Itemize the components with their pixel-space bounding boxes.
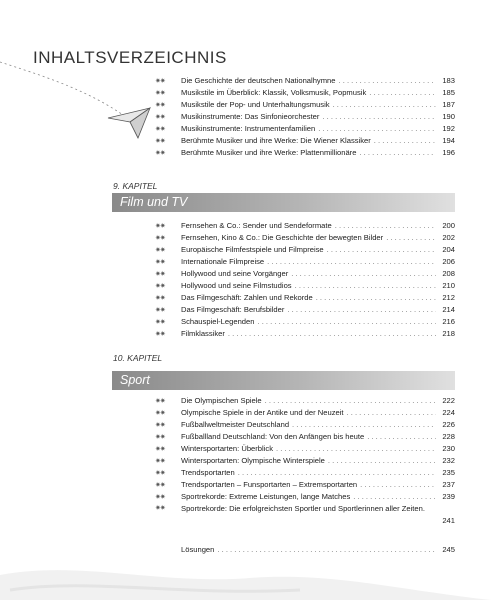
- star-bullet-icon: ✷✷: [155, 295, 165, 302]
- toc-entry-title: Sportrekorde: Die erfolgreichsten Sportler und Sportlerinnen aller Zeiten.: [181, 504, 425, 513]
- toc-entry[interactable]: [155, 135, 455, 147]
- toc-entry-page: 210: [442, 281, 455, 290]
- page-title: INHALTSVERZEICHNIS: [33, 48, 227, 67]
- dashed-flight-path: [0, 62, 130, 120]
- star-bullet-icon: ✷✷: [155, 235, 165, 242]
- paper-plane-icon: [108, 108, 150, 138]
- star-bullet-icon: ✷✷: [155, 114, 165, 121]
- toc-entry[interactable]: [155, 123, 455, 135]
- toc-entry[interactable]: [155, 244, 455, 256]
- toc-entry-title: Sportrekorde: Extreme Leistungen, lange Matches: [181, 492, 351, 501]
- toc-entry-title: Fernsehen, Kino & Co.: Die Geschichte der bewegten Bilder: [181, 233, 384, 242]
- toc-entry[interactable]: [155, 316, 455, 328]
- dot-leader: [386, 232, 436, 244]
- toc-solutions: [155, 544, 455, 556]
- toc-entry-page: 228: [442, 432, 455, 441]
- star-bullet-icon: ✷✷: [155, 422, 165, 429]
- toc-entry-page: 200: [442, 221, 455, 230]
- dot-leader: [347, 407, 436, 419]
- toc-section-sport: [155, 395, 455, 527]
- toc-entry-title: Die Olympischen Spiele: [181, 396, 262, 405]
- toc-entry[interactable]: [155, 503, 455, 527]
- toc-entry-page: 235: [442, 468, 455, 477]
- star-bullet-icon: ✷✷: [155, 223, 165, 230]
- dot-leader: [374, 135, 436, 147]
- chapter-10-title: Sport: [120, 373, 150, 387]
- toc-entry-page: 194: [442, 136, 455, 145]
- star-bullet-icon: ✷✷: [155, 259, 165, 266]
- toc-entry[interactable]: [155, 111, 455, 123]
- toc-entry-page: 216: [442, 317, 455, 326]
- star-bullet-icon: ✷✷: [155, 398, 165, 405]
- toc-entry[interactable]: [155, 256, 455, 268]
- star-bullet-icon: ✷✷: [155, 494, 165, 501]
- star-bullet-icon: ✷✷: [155, 78, 165, 85]
- star-bullet-icon: ✷✷: [155, 446, 165, 453]
- toc-entry-page: 192: [442, 124, 455, 133]
- dot-leader: [367, 431, 436, 443]
- toc-entry-page: 190: [442, 112, 455, 121]
- star-bullet-icon: ✷✷: [155, 283, 165, 290]
- dot-leader: [292, 419, 436, 431]
- star-bullet-icon: ✷✷: [155, 482, 165, 489]
- toc-entry[interactable]: [155, 431, 455, 443]
- toc-entry-title: Trendsportarten: [181, 468, 235, 477]
- dot-leader: [217, 544, 436, 556]
- toc-entry[interactable]: [155, 455, 455, 467]
- toc-entry[interactable]: [155, 467, 455, 479]
- toc-entry[interactable]: [155, 268, 455, 280]
- toc-entry[interactable]: [155, 75, 455, 87]
- toc-entry-title: Das Filmgeschäft: Zahlen und Rekorde: [181, 293, 313, 302]
- star-bullet-icon: ✷✷: [155, 458, 165, 465]
- star-bullet-icon: ✷✷: [155, 271, 165, 278]
- toc-entry-title: Musikinstrumente: Instrumentenfamilien: [181, 124, 316, 133]
- dot-leader: [333, 99, 436, 111]
- dot-leader: [322, 111, 436, 123]
- toc-entry-title: Musikstile der Pop- und Unterhaltungsmusik: [181, 100, 330, 109]
- toc-entry[interactable]: [155, 280, 455, 292]
- toc-entry-page: 214: [442, 305, 455, 314]
- toc-entry[interactable]: [155, 87, 455, 99]
- dot-leader: [291, 268, 436, 280]
- toc-entry-title: Filmklassiker: [181, 329, 225, 338]
- toc-entry-title: Internationale Filmpreise: [181, 257, 265, 266]
- toc-entry[interactable]: [155, 220, 455, 232]
- dot-leader: [228, 328, 436, 340]
- dot-leader: [287, 304, 436, 316]
- star-bullet-icon: ✷✷: [155, 307, 165, 314]
- toc-entry-page: 226: [442, 420, 455, 429]
- dot-leader: [339, 75, 437, 87]
- toc-entry[interactable]: [155, 99, 455, 111]
- toc-entry-page: 196: [442, 148, 455, 157]
- toc-entry-page: 208: [442, 269, 455, 278]
- toc-entry-title: Fußballweltmeister Deutschland: [181, 420, 290, 429]
- toc-entry-title: Berühmte Musiker und ihre Werke: Plattenmillionäre: [181, 148, 357, 157]
- toc-entry-title: Schauspiel-Legenden: [181, 317, 255, 326]
- star-bullet-icon: ✷✷: [155, 410, 165, 417]
- toc-entry[interactable]: [155, 479, 455, 491]
- dot-leader: [316, 292, 436, 304]
- dot-leader: [295, 280, 436, 292]
- dot-leader: [328, 455, 436, 467]
- star-bullet-icon: ✷✷: [155, 247, 165, 254]
- toc-entry-page: 239: [442, 492, 455, 501]
- toc-entry-title: Musikstile im Überblick: Klassik, Volksmusik, Popmusik: [181, 88, 367, 97]
- toc-entry-page: 230: [442, 444, 455, 453]
- toc-entry-title: Hollywood und seine Vorgänger: [181, 269, 289, 278]
- toc-entry-title: Olympische Spiele in der Antike und der Neuzeit: [181, 408, 344, 417]
- toc-entry-page: 245: [442, 545, 455, 554]
- toc-entry-title: Musikinstrumente: Das Sinfonieorchester: [181, 112, 320, 121]
- chapter-9-header: [112, 193, 455, 212]
- chapter-9-title: Film und TV: [120, 195, 188, 209]
- dot-leader: [335, 220, 436, 232]
- toc-entry-page: 187: [442, 100, 455, 109]
- chapter-10-label: 10. KAPITEL: [113, 353, 163, 363]
- toc-entry-title: Trendsportarten – Funsportarten – Extremsportarten: [181, 480, 358, 489]
- toc-entry[interactable]: [155, 443, 455, 455]
- toc-entry-title: Die Geschichte der deutschen Nationalhymne: [181, 76, 336, 85]
- toc-entry-title: Berühmte Musiker und ihre Werke: Die Wiener Klassiker: [181, 136, 371, 145]
- star-bullet-icon: ✷✷: [155, 505, 165, 512]
- toc-entry[interactable]: [155, 292, 455, 304]
- toc-section-film-tv: [155, 220, 455, 340]
- dot-leader: [369, 87, 436, 99]
- star-bullet-icon: ✷✷: [155, 138, 165, 145]
- dot-leader: [327, 244, 436, 256]
- dot-leader: [267, 256, 436, 268]
- dot-leader: [318, 123, 436, 135]
- star-bullet-icon: ✷✷: [155, 319, 165, 326]
- toc-entry[interactable]: [155, 491, 455, 503]
- toc-entry-page: 204: [442, 245, 455, 254]
- toc-entry-page: 183: [442, 76, 455, 85]
- toc-entry-title: Das Filmgeschäft: Berufsbilder: [181, 305, 285, 314]
- dot-leader: [353, 491, 436, 503]
- toc-entry-page: 237: [442, 480, 455, 489]
- toc-entry[interactable]: [155, 395, 455, 407]
- star-bullet-icon: ✷✷: [155, 102, 165, 109]
- chapter-9-label: 9. KAPITEL: [113, 181, 158, 191]
- star-bullet-icon: ✷✷: [155, 90, 165, 97]
- star-bullet-icon: ✷✷: [155, 434, 165, 441]
- toc-entry[interactable]: [155, 419, 455, 431]
- toc-entry-title: Europäische Filmfestspiele und Filmpreise: [181, 245, 324, 254]
- toc-entry[interactable]: [155, 232, 455, 244]
- toc-entry-page: 224: [442, 408, 455, 417]
- toc-entry-page: 241: [442, 516, 455, 525]
- toc-entry-title: Fußballland Deutschland: Von den Anfängen bis heute: [181, 432, 365, 441]
- dot-leader: [257, 316, 436, 328]
- toc-entry-page: 185: [442, 88, 455, 97]
- toc-entry-page: 232: [442, 456, 455, 465]
- toc-entry-title: Wintersportarten: Überblick: [181, 444, 274, 453]
- toc-entry-page: 202: [442, 233, 455, 242]
- dot-leader: [359, 147, 436, 159]
- toc-entry-title: Hollywood und seine Filmstudios: [181, 281, 292, 290]
- toc-entry-title: Wintersportarten: Olympische Winterspiele: [181, 456, 325, 465]
- star-bullet-icon: ✷✷: [155, 150, 165, 157]
- dot-leader: [360, 479, 436, 491]
- toc-entry-page: 206: [442, 257, 455, 266]
- toc-entry-page: 222: [442, 396, 455, 405]
- toc-entry-title: Fernsehen & Co.: Sender und Sendeformate: [181, 221, 332, 230]
- dot-leader: [276, 443, 436, 455]
- star-bullet-icon: ✷✷: [155, 331, 165, 338]
- toc-entry[interactable]: [155, 147, 455, 159]
- toc-entry[interactable]: [155, 544, 455, 556]
- toc-entry-title: Lösungen: [181, 545, 215, 554]
- toc-entry[interactable]: [155, 328, 455, 340]
- toc-entry-page: 212: [442, 293, 455, 302]
- star-bullet-icon: ✷✷: [155, 126, 165, 133]
- dot-leader: [265, 395, 436, 407]
- dot-leader: [238, 467, 436, 479]
- toc-entry[interactable]: [155, 407, 455, 419]
- toc-entry[interactable]: [155, 304, 455, 316]
- toc-section-music: [155, 75, 455, 159]
- chapter-10-header: [112, 371, 455, 390]
- star-bullet-icon: ✷✷: [155, 470, 165, 477]
- toc-entry-page: 218: [442, 329, 455, 338]
